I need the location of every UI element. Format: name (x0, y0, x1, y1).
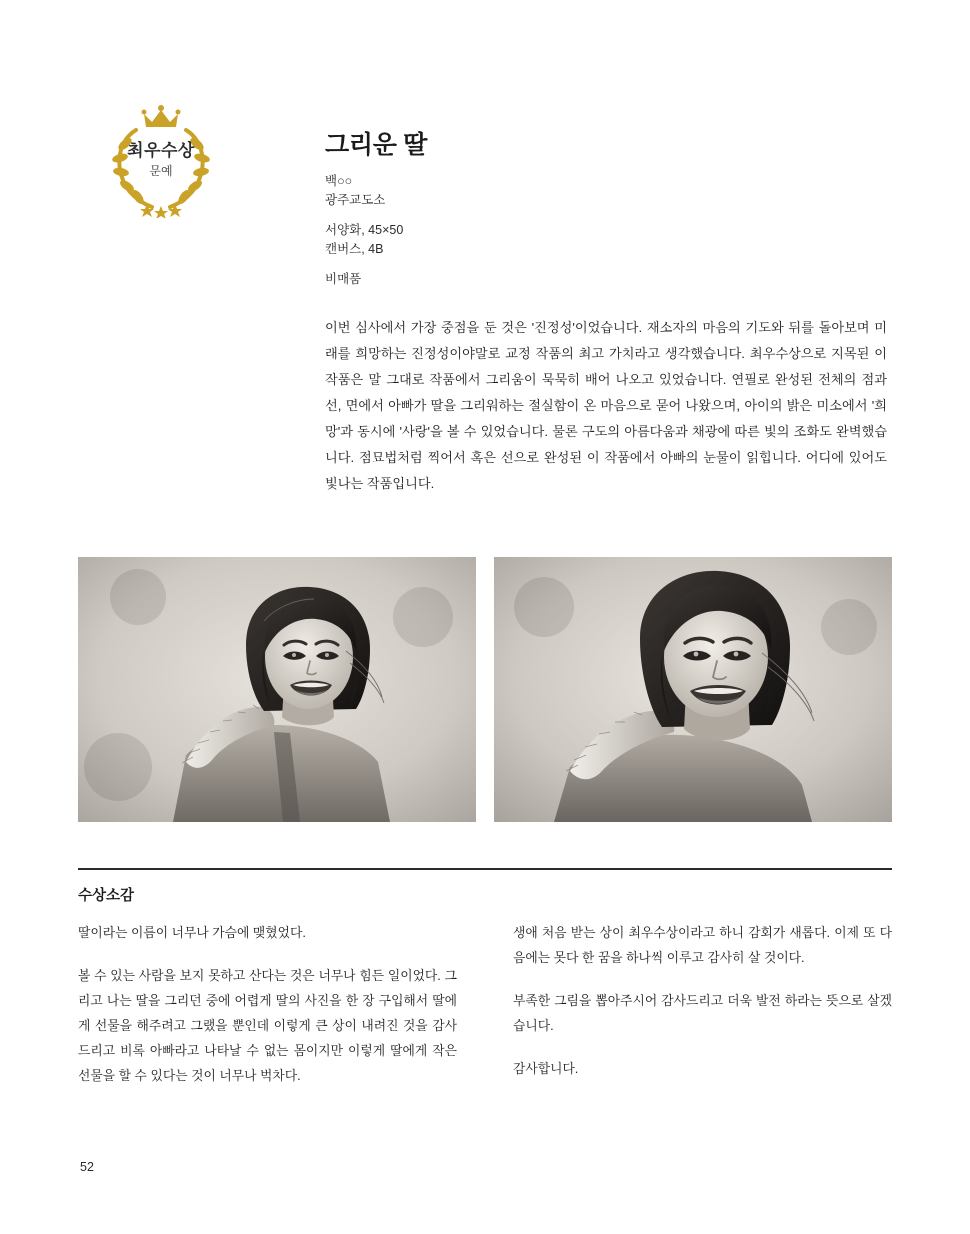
artwork-photo-detail (494, 557, 892, 822)
judge-comment: 이번 심사에서 가장 중점을 둔 것은 '진정성'이었습니다. 재소자의 마음의 기도와 뒤를 돌아보며 미래를 희망하는 진정성이야말로 교정 작품의 최고 가치라고 생각했습니다. 최우수상으로 지목된 이 작품은 말 그대로 작품에서 그리움이 묵묵히 배어 나오고 있었습니다. 연필로 완성된 전체의 점과 선, 면에서 아빠가 딸을 그리워하는 절실함이 온 마음으로 묻어 나왔으며, 아이의 밝은 미소에서 '희망'과 동시에 '사랑'을 볼 수 있었습니다. 물론 구도의 아름다움과 채광에 따른 빛의 조화도 완벽했습니다. 점묘법처럼 찍어서 혹은 선으로 완성된 이 작품에서 아빠의 눈물이 읽힙니다. 어디에 있어도 빛나는 작품입니다. (325, 320, 887, 491)
speech-columns (78, 920, 892, 1088)
artwork-meta (325, 172, 403, 289)
section-divider (78, 868, 892, 870)
award-badge-title: 최우수상 (127, 141, 195, 160)
speech-paragraph: 감사합니다. (513, 1061, 579, 1076)
artist-institution: 광주교도소 (325, 193, 386, 207)
artwork-material: 캔버스, 4B (325, 242, 384, 256)
artwork-medium-size: 서양화, 45×50 (325, 223, 404, 237)
artwork-sale-status: 비매품 (325, 272, 362, 286)
speech-heading: 수상소감 (78, 888, 135, 904)
award-badge-category: 문예 (149, 164, 173, 178)
artwork-title: 그리운 딸 (325, 131, 428, 159)
artist-name: 백○○ (325, 174, 353, 188)
award-badge (92, 100, 230, 218)
speech-column-right (513, 920, 892, 1088)
speech-column-left (78, 920, 457, 1088)
speech-paragraph: 볼 수 있는 사람을 보지 못하고 산다는 것은 너무나 힘든 일이었다. 그리고 나는 딸을 그리던 중에 어렵게 딸의 사진을 한 장 구입해서 딸에게 선물을 해주려고 그랬을 뿐인데 이렇게 큰 상이 내려진 것을 감사드리고 비록 아빠라고 나타날 수 없는 몸이지만 이렇게 딸에게 작은 선물을 할 수 있다는 것이 너무나 벅차다. (78, 968, 457, 1083)
speech-paragraph: 부족한 그림을 뽑아주시어 감사드리고 더욱 발전 하라는 뜻으로 살겠습니다. (513, 993, 892, 1033)
artwork-image-row (78, 557, 892, 822)
speech-paragraph: 딸이라는 이름이 너무나 가슴에 맺혔었다. (78, 925, 306, 940)
speech-paragraph: 생애 처음 받는 상이 최우수상이라고 하니 감회가 새롭다. 이제 또 다음에는 못다 한 꿈을 하나씩 이루고 감사히 살 것이다. (513, 925, 892, 965)
artwork-photo-full (78, 557, 476, 822)
page-number: 52 (80, 1160, 94, 1174)
